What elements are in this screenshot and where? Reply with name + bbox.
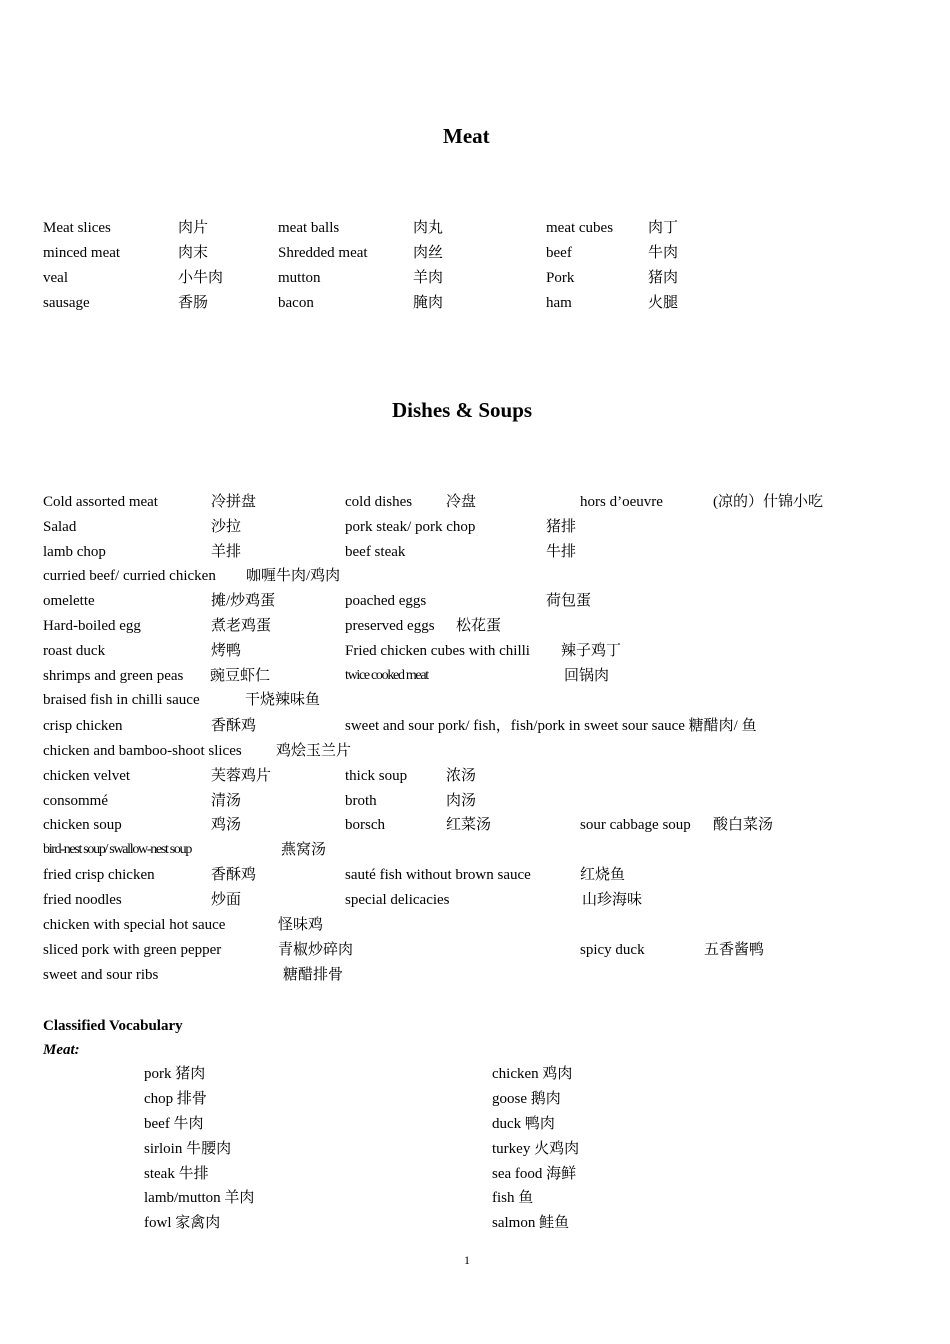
- dish-item: 炒面: [211, 892, 242, 908]
- vocab-item: lamb/mutton 羊肉: [144, 1190, 255, 1206]
- vocab-item: chicken 鸡肉: [492, 1066, 573, 1082]
- dish-item: consommé: [43, 793, 108, 809]
- dish-item: 回锅肉: [564, 668, 610, 684]
- dish-item: omelette: [43, 593, 95, 609]
- vocab-item: pork 猪肉: [144, 1066, 206, 1082]
- meat-cell: 肉片: [178, 220, 209, 236]
- vocab-item: sirloin 牛腰肉: [144, 1141, 232, 1157]
- dish-item: sweet and sour pork/ fish，fish/pork in sweet sour sauce 糖醋肉/ 鱼: [345, 718, 757, 734]
- meat-cell: Pork: [546, 270, 575, 286]
- dish-item: 青椒炒碎肉: [278, 942, 354, 958]
- dish-item: 沙拉: [211, 519, 242, 535]
- dish-item: Salad: [43, 519, 77, 535]
- dish-item: 豌豆虾仁: [210, 668, 271, 684]
- dishes-title: Dishes & Soups: [392, 398, 533, 422]
- dish-item: 浓汤: [446, 768, 477, 784]
- dish-item: 牛排: [546, 544, 577, 560]
- dish-item: broth: [345, 793, 377, 809]
- dish-item: twice cooked meat: [345, 668, 428, 683]
- page-number: 1: [464, 1253, 470, 1267]
- meat-cell: sausage: [43, 295, 90, 311]
- vocab-item: fowl 家禽肉: [144, 1215, 221, 1231]
- meat-cell: 猪肉: [648, 270, 679, 286]
- dish-item: 肉汤: [446, 793, 477, 809]
- dish-item: 辣子鸡丁: [561, 643, 622, 659]
- dish-item: 红烧鱼: [580, 867, 626, 883]
- classified-heading: Classified Vocabulary: [43, 1018, 183, 1034]
- dish-item: 燕窝汤: [281, 842, 327, 858]
- classified-subheading: Meat:: [43, 1042, 80, 1058]
- dish-item: 荷包蛋: [546, 593, 592, 609]
- dish-item: 咖喱牛肉/鸡肉: [246, 568, 341, 584]
- dish-item: preserved eggs: [345, 618, 435, 634]
- dish-item: crisp chicken: [43, 718, 123, 734]
- meat-cell: ham: [546, 295, 572, 311]
- dish-item: 烤鸭: [211, 643, 242, 659]
- dish-item: (凉的）什锦小吃: [713, 494, 823, 510]
- dish-item: special delicacies: [345, 892, 450, 908]
- dish-item: 糖醋排骨: [283, 967, 344, 983]
- dish-item: 山珍海味: [582, 892, 643, 908]
- vocab-item: fish 鱼: [492, 1190, 534, 1206]
- meat-cell: minced meat: [43, 245, 121, 261]
- meat-cell: 肉丸: [413, 220, 444, 236]
- meat-cell: 肉丝: [413, 245, 444, 261]
- vocab-item: turkey 火鸡肉: [492, 1141, 580, 1157]
- dish-item: 芙蓉鸡片: [211, 768, 272, 784]
- meat-cell: beef: [546, 245, 572, 261]
- dish-item: Hard-boiled egg: [43, 618, 141, 634]
- dish-item: curried beef/ curried chicken: [43, 568, 216, 584]
- dish-item: chicken soup: [43, 817, 122, 833]
- meat-cell: 肉丁: [648, 220, 679, 236]
- dish-item: sauté fish without brown sauce: [345, 867, 531, 883]
- dish-item: 干烧辣味鱼: [245, 692, 321, 708]
- dish-item: 鸡汤: [211, 817, 242, 833]
- meat-cell: meat balls: [278, 220, 340, 236]
- dish-item: fried crisp chicken: [43, 867, 155, 883]
- dish-item: 冷拼盘: [211, 494, 257, 510]
- dish-item: cold dishes: [345, 494, 413, 510]
- dish-item: bird-nest soup/ swallow-nest soup: [43, 842, 192, 857]
- dish-item: 猪排: [546, 519, 577, 535]
- meat-cell: meat cubes: [546, 220, 614, 236]
- meat-cell: 腌肉: [413, 295, 444, 311]
- dish-item: 酸白菜汤: [713, 817, 774, 833]
- dish-item: Cold assorted meat: [43, 494, 158, 510]
- meat-cell: 牛肉: [648, 245, 679, 261]
- dish-item: roast duck: [43, 643, 106, 659]
- dish-item: borsch: [345, 817, 385, 833]
- meat-cell: 羊肉: [413, 270, 444, 286]
- dish-item: 红菜汤: [446, 817, 492, 833]
- dish-item: 五香酱鸭: [704, 942, 765, 958]
- dish-item: 羊排: [211, 544, 242, 560]
- dish-item: spicy duck: [580, 942, 645, 958]
- dish-item: hors d’oeuvre: [580, 494, 663, 510]
- vocab-item: beef 牛肉: [144, 1116, 204, 1132]
- dish-item: lamb chop: [43, 544, 106, 560]
- dish-item: 香酥鸡: [211, 718, 257, 734]
- vocab-item: goose 鹅肉: [492, 1091, 561, 1107]
- vocab-item: duck 鸭肉: [492, 1116, 555, 1132]
- dish-item: 香酥鸡: [211, 867, 257, 883]
- dish-item: sweet and sour ribs: [43, 967, 159, 983]
- dish-item: braised fish in chilli sauce: [43, 692, 200, 708]
- dish-item: 清汤: [211, 793, 242, 809]
- vocab-item: steak 牛排: [144, 1166, 209, 1182]
- vocab-item: salmon 鲑鱼: [492, 1215, 570, 1231]
- meat-cell: mutton: [278, 270, 321, 286]
- dish-item: shrimps and green peas: [43, 668, 184, 684]
- dish-item: 煮老鸡蛋: [211, 618, 272, 634]
- dish-item: fried noodles: [43, 892, 122, 908]
- dish-item: chicken velvet: [43, 768, 131, 784]
- dish-item: poached eggs: [345, 593, 427, 609]
- dish-item: chicken with special hot sauce: [43, 917, 226, 933]
- dish-item: 松花蛋: [456, 618, 502, 634]
- dish-item: 怪味鸡: [278, 917, 324, 933]
- vocab-item: sea food 海鲜: [492, 1166, 577, 1182]
- meat-title: Meat: [443, 124, 490, 148]
- dish-item: sliced pork with green pepper: [43, 942, 222, 958]
- meat-cell: 小牛肉: [178, 270, 224, 286]
- dish-item: beef steak: [345, 544, 406, 560]
- dish-item: chicken and bamboo-shoot slices: [43, 743, 242, 759]
- dish-item: 摊/炒鸡蛋: [211, 593, 276, 609]
- dish-item: pork steak/ pork chop: [345, 519, 476, 535]
- vocab-item: chop 排骨: [144, 1091, 207, 1107]
- meat-cell: 肉末: [178, 245, 209, 261]
- dish-item: 冷盘: [446, 494, 477, 510]
- dish-item: thick soup: [345, 768, 408, 784]
- meat-cell: 火腿: [648, 295, 679, 311]
- dish-item: 鸡烩玉兰片: [276, 743, 352, 759]
- meat-cell: bacon: [278, 295, 314, 311]
- meat-cell: Meat slices: [43, 220, 111, 236]
- meat-cell: veal: [43, 270, 68, 286]
- meat-cell: Shredded meat: [278, 245, 368, 261]
- dish-item: sour cabbage soup: [580, 817, 691, 833]
- meat-cell: 香肠: [178, 295, 209, 311]
- dish-item: Fried chicken cubes with chilli: [345, 643, 530, 659]
